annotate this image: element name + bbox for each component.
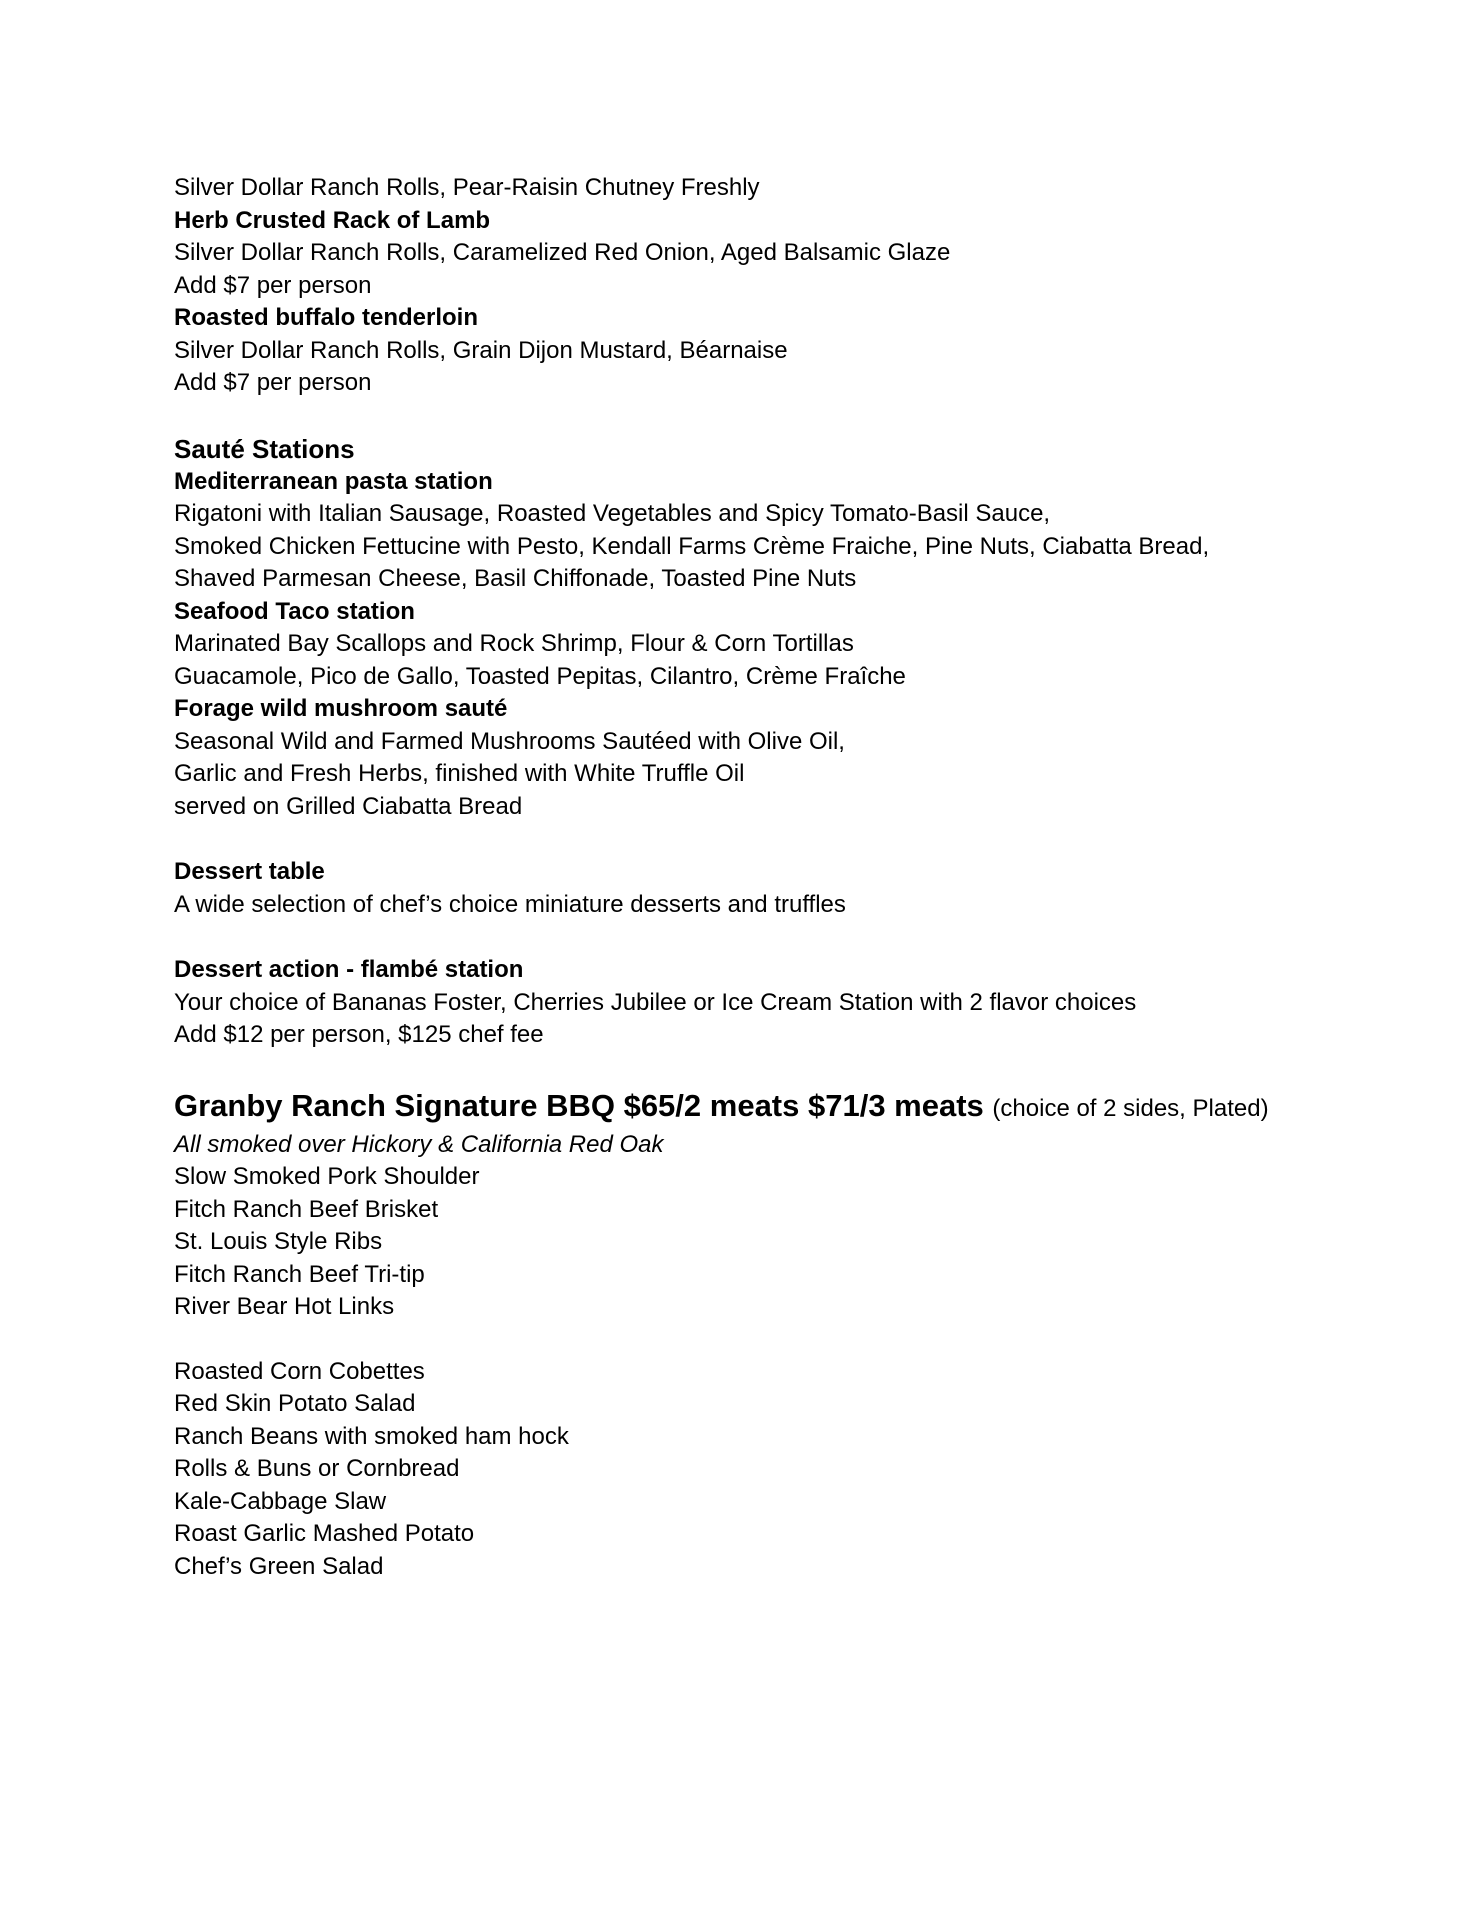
spacer [174, 823, 1354, 856]
carving-item-heading: Herb Crusted Rack of Lamb [174, 206, 491, 234]
carving-price: Add $7 per person [174, 369, 372, 396]
pasta-heading: Mediterranean pasta station [174, 467, 493, 495]
menu-page [174, 172, 1354, 1583]
spacer [174, 1324, 1354, 1356]
bbq-title: Granby Ranch Signature BBQ $65/2 meats $71/3 meats [174, 1087, 984, 1123]
taco-heading: Seafood Taco station [174, 597, 415, 625]
bbq-side-item: Roasted Corn Cobettes [174, 1357, 425, 1385]
carving-item-heading: Roasted buffalo tenderloin [174, 304, 479, 331]
bbq-meat-item: Fitch Ranch Beef Brisket [174, 1195, 439, 1223]
pasta-line: Rigatoni with Italian Sausage, Roasted Vegetables and Spicy Tomato-Basil Sauce, [174, 500, 1051, 527]
bbq-side-item: Rolls & Buns or Cornbread [174, 1455, 460, 1482]
spacer [174, 400, 1354, 432]
carving-line: Silver Dollar Ranch Rolls, Caramelized Red Onion, Aged Balsamic Glaze [174, 239, 951, 266]
saute-section [174, 432, 1354, 824]
dessert-table-text: A wide selection of chef’s choice miniature desserts and truffles [174, 890, 846, 918]
bbq-title-line [174, 1086, 1354, 1129]
carving-line: Silver Dollar Ranch Rolls, Grain Dijon Mustard, Béarnaise [174, 336, 788, 364]
saute-title: Sauté Stations [174, 433, 355, 464]
dessert-action-line: Your choice of Bananas Foster, Cherries Jubilee or Ice Cream Station with 2 flavor choices [174, 988, 1137, 1016]
dessert-action-heading: Dessert action - flambé station [174, 956, 524, 983]
dessert-table-heading: Dessert table [174, 858, 325, 885]
pasta-line: Smoked Chicken Fettucine with Pesto, Kendall Farms Crème Fraiche, Pine Nuts, Ciabatta Bread, [174, 532, 1210, 560]
mushroom-heading: Forage wild mushroom sauté [174, 695, 508, 722]
bbq-section [174, 1086, 1354, 1584]
pasta-line: Shaved Parmesan Cheese, Basil Chiffonade, Toasted Pine Nuts [174, 565, 857, 592]
bbq-side-item: Chef’s Green Salad [174, 1552, 384, 1580]
carving-line: Silver Dollar Ranch Rolls, Pear-Raisin Chutney Freshly [174, 174, 760, 201]
bbq-subtitle: All smoked over Hickory & California Red Oak [174, 1130, 664, 1158]
dessert-table-section [174, 856, 1354, 921]
bbq-side-item: Roast Garlic Mashed Potato [174, 1520, 475, 1547]
mushroom-line: served on Grilled Ciabatta Bread [174, 792, 523, 820]
bbq-meat-item: St. Louis Style Ribs [174, 1228, 383, 1255]
bbq-note: (choice of 2 sides, Plated) [992, 1094, 1269, 1122]
spacer [174, 921, 1354, 954]
carving-section [174, 172, 1354, 400]
bbq-side-item: Ranch Beans with smoked ham hock [174, 1422, 569, 1450]
bbq-side-item: Red Skin Potato Salad [174, 1390, 416, 1417]
mushroom-line: Seasonal Wild and Farmed Mushrooms Sautéed with Olive Oil, [174, 727, 845, 755]
bbq-meat-item: Slow Smoked Pork Shoulder [174, 1163, 480, 1190]
dessert-action-line: Add $12 per person, $125 chef fee [174, 1021, 544, 1048]
bbq-meat-item: River Bear Hot Links [174, 1293, 395, 1320]
bbq-side-item: Kale-Cabbage Slaw [174, 1487, 387, 1515]
mushroom-line: Garlic and Fresh Herbs, finished with White Truffle Oil [174, 760, 745, 787]
taco-line: Guacamole, Pico de Gallo, Toasted Pepitas, Cilantro, Crème Fraîche [174, 662, 906, 690]
taco-line: Marinated Bay Scallops and Rock Shrimp, Flour & Corn Tortillas [174, 630, 854, 657]
spacer [174, 1052, 1354, 1086]
dessert-action-section [174, 954, 1354, 1052]
carving-price: Add $7 per person [174, 271, 372, 299]
bbq-meat-item: Fitch Ranch Beef Tri-tip [174, 1260, 425, 1288]
